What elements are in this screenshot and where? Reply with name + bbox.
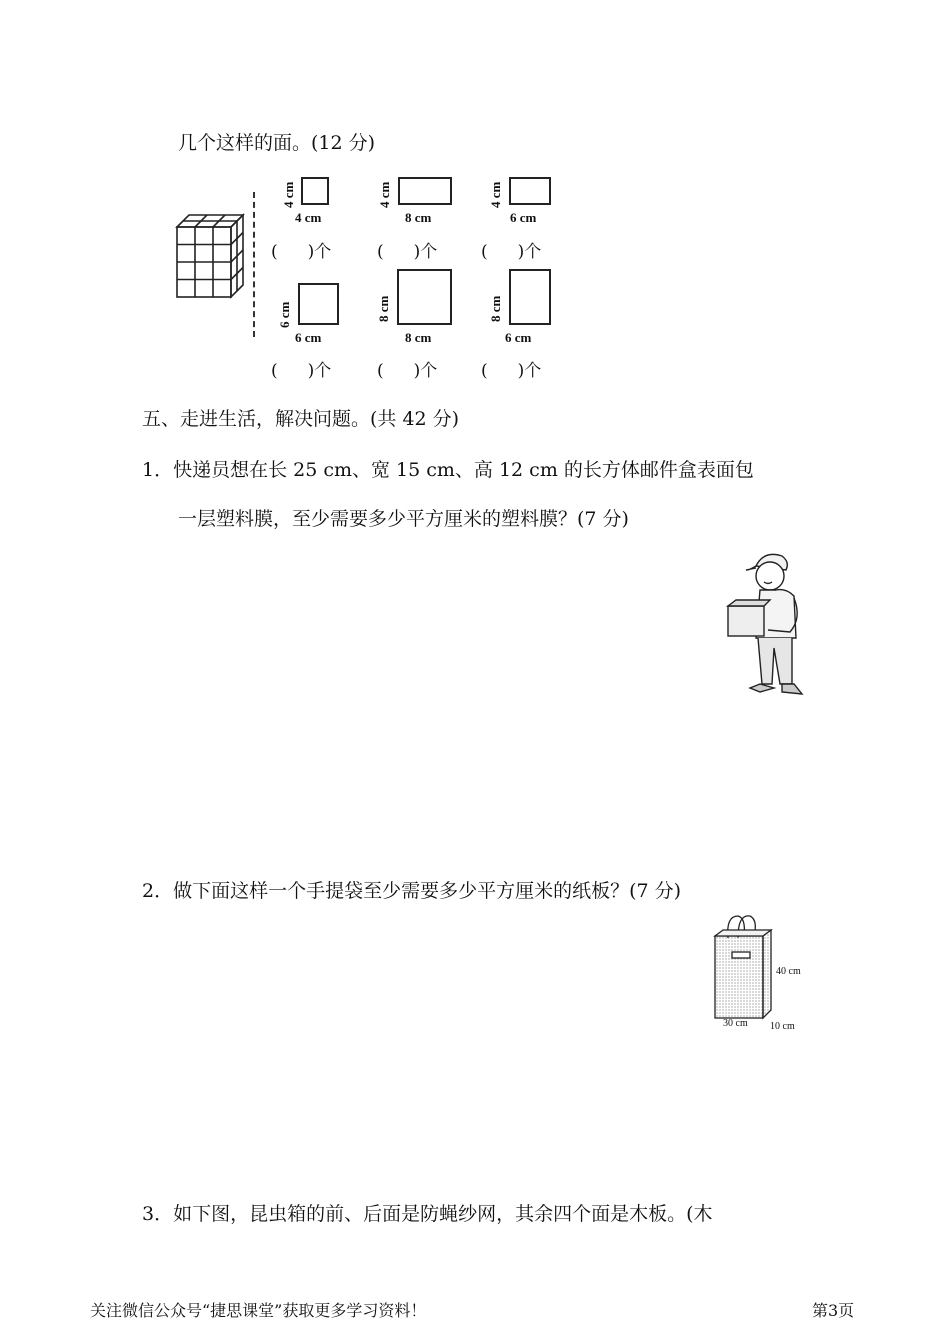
q2-text: 2．做下面这样一个手提袋至少需要多少平方厘米的纸板？(7 分) bbox=[142, 880, 682, 902]
page-number: 第3页 bbox=[812, 1301, 855, 1320]
bag-height-label: 40 cm bbox=[776, 966, 801, 977]
face-height-label: 4 cm bbox=[377, 181, 392, 208]
face-height-label: 4 cm bbox=[281, 181, 296, 208]
face-width-label: 6 cm bbox=[505, 330, 532, 345]
dashed-divider bbox=[253, 192, 255, 337]
face-width-label: 6 cm bbox=[510, 210, 537, 225]
section5-title: 五、走进生活，解决问题。(共 42 分) bbox=[142, 408, 460, 430]
face-height-label: 8 cm bbox=[488, 295, 503, 322]
face-answer-blank[interactable]: ( )个 bbox=[271, 361, 332, 381]
face-answer-blank[interactable]: ( )个 bbox=[271, 242, 332, 262]
face-answer-blank[interactable]: ( )个 bbox=[377, 242, 438, 262]
face-rect-6x8 bbox=[509, 269, 551, 325]
face-answer-blank[interactable]: ( )个 bbox=[377, 361, 438, 381]
bag-width-label: 30 cm bbox=[723, 1018, 748, 1029]
face-rect-8x8 bbox=[397, 269, 452, 325]
face-width-label: 8 cm bbox=[405, 330, 432, 345]
cube-figure bbox=[172, 210, 247, 300]
bag-depth-label: 10 cm bbox=[770, 1021, 795, 1032]
q1-text-line2: 一层塑料膜，至少需要多少平方厘米的塑料膜？(7 分) bbox=[178, 508, 629, 530]
delivery-person-illustration bbox=[720, 548, 810, 698]
face-height-label: 8 cm bbox=[376, 295, 391, 322]
face-answer-blank[interactable]: ( )个 bbox=[481, 361, 542, 381]
q3-text: 3．如下图，昆虫箱的前、后面是防蝇纱网，其余四个面是木板。(木 bbox=[142, 1203, 713, 1225]
face-width-label: 6 cm bbox=[295, 330, 322, 345]
q1-text-line1: 1．快递员想在长 25 cm、宽 15 cm、高 12 cm 的长方体邮件盒表面包 bbox=[142, 459, 754, 481]
section4-tail-text: 几个这样的面。(12 分) bbox=[178, 132, 376, 154]
face-width-label: 4 cm bbox=[295, 210, 322, 225]
face-answer-blank[interactable]: ( )个 bbox=[481, 242, 542, 262]
face-height-label: 4 cm bbox=[488, 181, 503, 208]
face-rect-4x4 bbox=[301, 177, 329, 205]
face-rect-6x4 bbox=[509, 177, 551, 205]
face-width-label: 8 cm bbox=[405, 210, 432, 225]
face-rect-6x6 bbox=[298, 283, 339, 325]
face-rect-8x4 bbox=[398, 177, 452, 205]
face-height-label: 6 cm bbox=[277, 301, 292, 328]
footer-promo: 关注微信公众号“捷思课堂”获取更多学习资料！ bbox=[90, 1301, 427, 1320]
